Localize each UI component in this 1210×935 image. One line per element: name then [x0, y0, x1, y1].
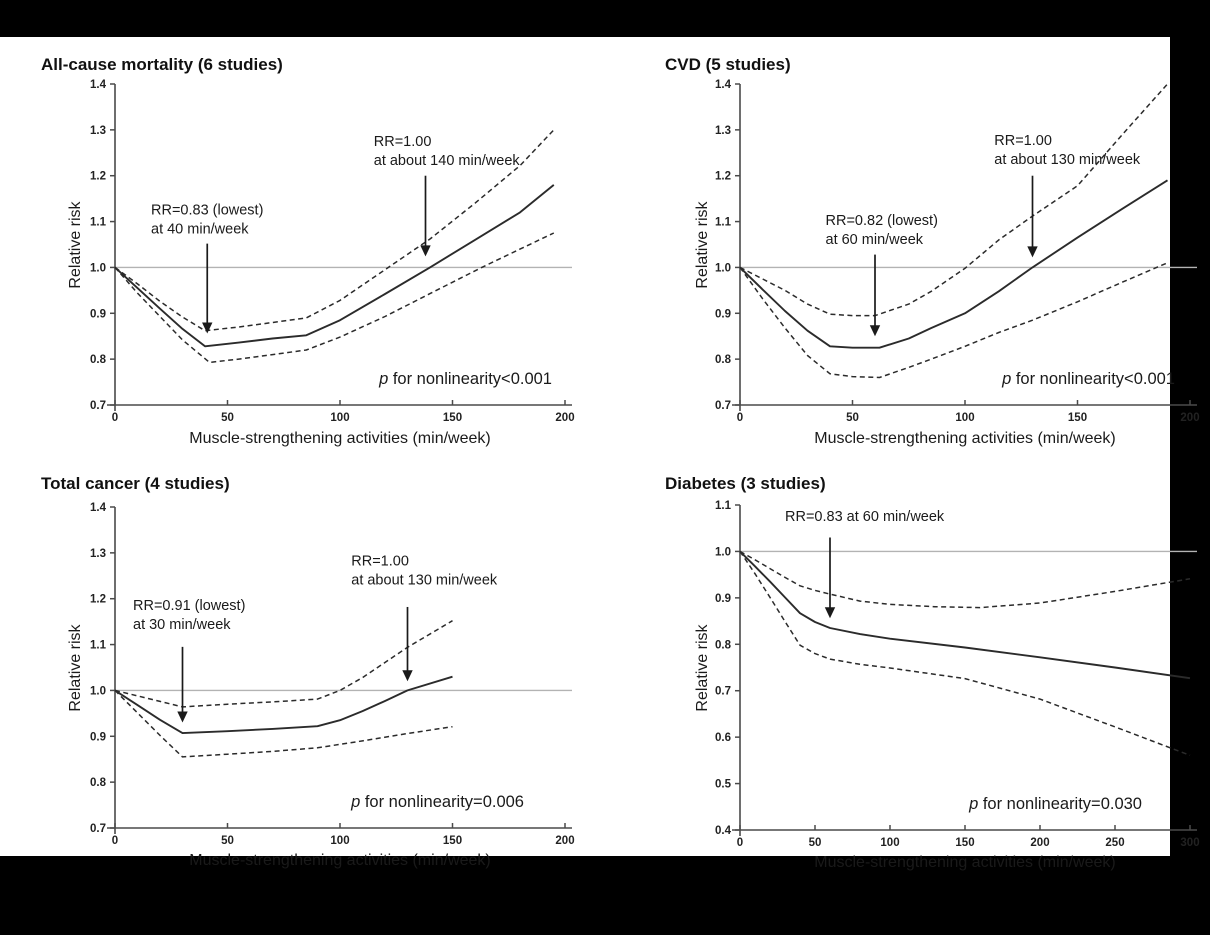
y-tick-label: 1.2 — [90, 593, 106, 606]
panel-title: CVD (5 studies) — [665, 55, 791, 74]
x-tick-label: 0 — [736, 837, 744, 849]
y-tick-label: 0.5 — [715, 778, 731, 791]
y-tick-label: 1.3 — [90, 124, 106, 137]
x-tick-label: 150 — [442, 412, 463, 424]
y-tick-label: 0.8 — [90, 777, 106, 790]
y-tick-label: 0.7 — [715, 400, 731, 412]
ci-upper-curve — [740, 551, 1190, 607]
annotation-text: RR=1.00 — [351, 553, 409, 570]
y-tick-label: 0.6 — [715, 732, 731, 745]
annotation-text: at about 140 min/week — [373, 152, 520, 169]
y-tick-label: 1.4 — [90, 502, 106, 514]
y-tick-label: 0.7 — [715, 685, 731, 698]
annotation-text: at about 130 min/week — [994, 151, 1141, 168]
ci-lower-curve — [740, 551, 1190, 755]
p-value-label: p for nonlinearity=0.006 — [351, 793, 524, 811]
arrowhead-icon — [202, 322, 212, 333]
y-tick-label: 1.2 — [715, 170, 731, 183]
estimate-curve — [740, 551, 1190, 678]
y-tick-label: 0.9 — [90, 731, 106, 744]
arrowhead-icon — [870, 325, 880, 336]
y-tick-label: 0.7 — [90, 823, 106, 835]
panel-all-cause-mortality — [40, 53, 625, 463]
x-tick-label: 250 — [1105, 837, 1125, 849]
annotation-text: at 60 min/week — [825, 231, 924, 248]
y-tick-label: 0.9 — [715, 592, 731, 605]
y-axis-label: Relative risk — [694, 201, 711, 289]
estimate-curve — [740, 180, 1168, 347]
y-tick-label: 1.1 — [90, 216, 106, 229]
y-tick-label: 0.8 — [715, 354, 731, 367]
y-tick-label: 0.8 — [90, 354, 106, 367]
x-axis-label: Muscle-strengthening activities (min/week) — [189, 852, 491, 869]
x-tick-label: 300 — [1180, 837, 1200, 849]
y-tick-label: 0.4 — [715, 825, 731, 837]
annotation-text: RR=1.00 — [373, 133, 432, 150]
y-tick-label: 1.4 — [715, 79, 731, 91]
x-tick-label: 0 — [111, 835, 119, 847]
x-axis-label: Muscle-strengthening activities (min/week) — [814, 854, 1116, 871]
arrowhead-icon — [1027, 246, 1037, 257]
x-axis-label: Muscle-strengthening activities (min/week) — [814, 430, 1116, 447]
annotation-text: RR=0.83 (lowest) — [151, 202, 264, 219]
y-tick-label: 1.3 — [715, 124, 731, 137]
x-axis-label: Muscle-strengthening activities (min/week) — [189, 430, 491, 447]
x-tick-label: 200 — [555, 412, 575, 424]
x-tick-label: 50 — [221, 412, 234, 424]
arrowhead-icon — [420, 245, 430, 256]
annotation-text: RR=1.00 — [994, 132, 1052, 149]
total-cancer-chart — [40, 463, 625, 873]
y-tick-label: 0.9 — [715, 308, 731, 321]
x-tick-label: 150 — [1067, 412, 1088, 424]
diabetes-chart — [625, 463, 1210, 873]
annotation-text: RR=0.83 at 60 min/week — [785, 508, 945, 525]
annotation-text: at about 130 min/week — [351, 572, 498, 589]
y-tick-label: 0.8 — [715, 639, 731, 652]
estimate-curve — [115, 677, 453, 733]
x-tick-label: 50 — [221, 835, 234, 847]
panel-cvd — [625, 53, 1210, 463]
p-value-label: p for nonlinearity=0.030 — [969, 795, 1142, 813]
y-tick-label: 1.1 — [715, 500, 731, 512]
p-value-label: p for nonlinearity<0.001 — [1002, 370, 1175, 388]
y-tick-label: 0.7 — [90, 400, 106, 412]
x-tick-label: 200 — [1180, 412, 1200, 424]
panel-title: Diabetes (3 studies) — [665, 474, 826, 493]
x-tick-label: 0 — [111, 412, 119, 424]
p-value-label: p for nonlinearity<0.001 — [379, 370, 552, 388]
annotation-text: RR=0.91 (lowest) — [133, 598, 246, 615]
annotation-text: at 40 min/week — [151, 221, 249, 238]
panel-title: All-cause mortality (6 studies) — [41, 55, 283, 74]
arrowhead-icon — [402, 670, 412, 681]
y-tick-label: 1.1 — [90, 639, 106, 652]
panel-diabetes — [625, 463, 1210, 873]
ci-upper-curve — [740, 84, 1168, 316]
x-tick-label: 50 — [846, 412, 859, 424]
all-cause-mortality-chart — [40, 53, 625, 463]
y-tick-label: 1.3 — [90, 547, 106, 560]
y-tick-label: 1.0 — [90, 262, 106, 275]
y-axis-label: Relative risk — [67, 201, 84, 289]
x-tick-label: 100 — [880, 837, 900, 849]
annotation-text: RR=0.82 (lowest) — [825, 212, 938, 229]
cvd-chart — [625, 53, 1210, 463]
panel-total-cancer — [40, 463, 625, 873]
y-tick-label: 1.0 — [715, 546, 731, 559]
arrowhead-icon — [825, 607, 835, 618]
y-tick-label: 1.2 — [90, 170, 106, 183]
y-tick-label: 1.0 — [90, 685, 106, 698]
x-tick-label: 0 — [736, 412, 744, 424]
panel-title: Total cancer (4 studies) — [41, 474, 230, 493]
y-tick-label: 1.0 — [715, 262, 731, 275]
x-tick-label: 200 — [1030, 837, 1050, 849]
arrowhead-icon — [177, 712, 187, 723]
y-tick-label: 1.4 — [90, 79, 106, 91]
x-tick-label: 50 — [808, 837, 822, 849]
y-tick-label: 1.1 — [715, 216, 731, 229]
x-tick-label: 150 — [442, 835, 463, 847]
x-tick-label: 100 — [330, 412, 350, 424]
ci-lower-curve — [115, 233, 554, 362]
x-tick-label: 150 — [955, 837, 975, 849]
y-axis-label: Relative risk — [67, 624, 84, 712]
four-panel-figure — [0, 37, 1200, 871]
x-tick-label: 100 — [955, 412, 975, 424]
x-tick-label: 200 — [555, 835, 575, 847]
y-tick-label: 0.9 — [90, 308, 106, 321]
x-tick-label: 100 — [330, 835, 350, 847]
y-axis-label: Relative risk — [694, 624, 711, 712]
annotation-text: at 30 min/week — [133, 617, 231, 634]
ci-lower-curve — [740, 263, 1168, 378]
